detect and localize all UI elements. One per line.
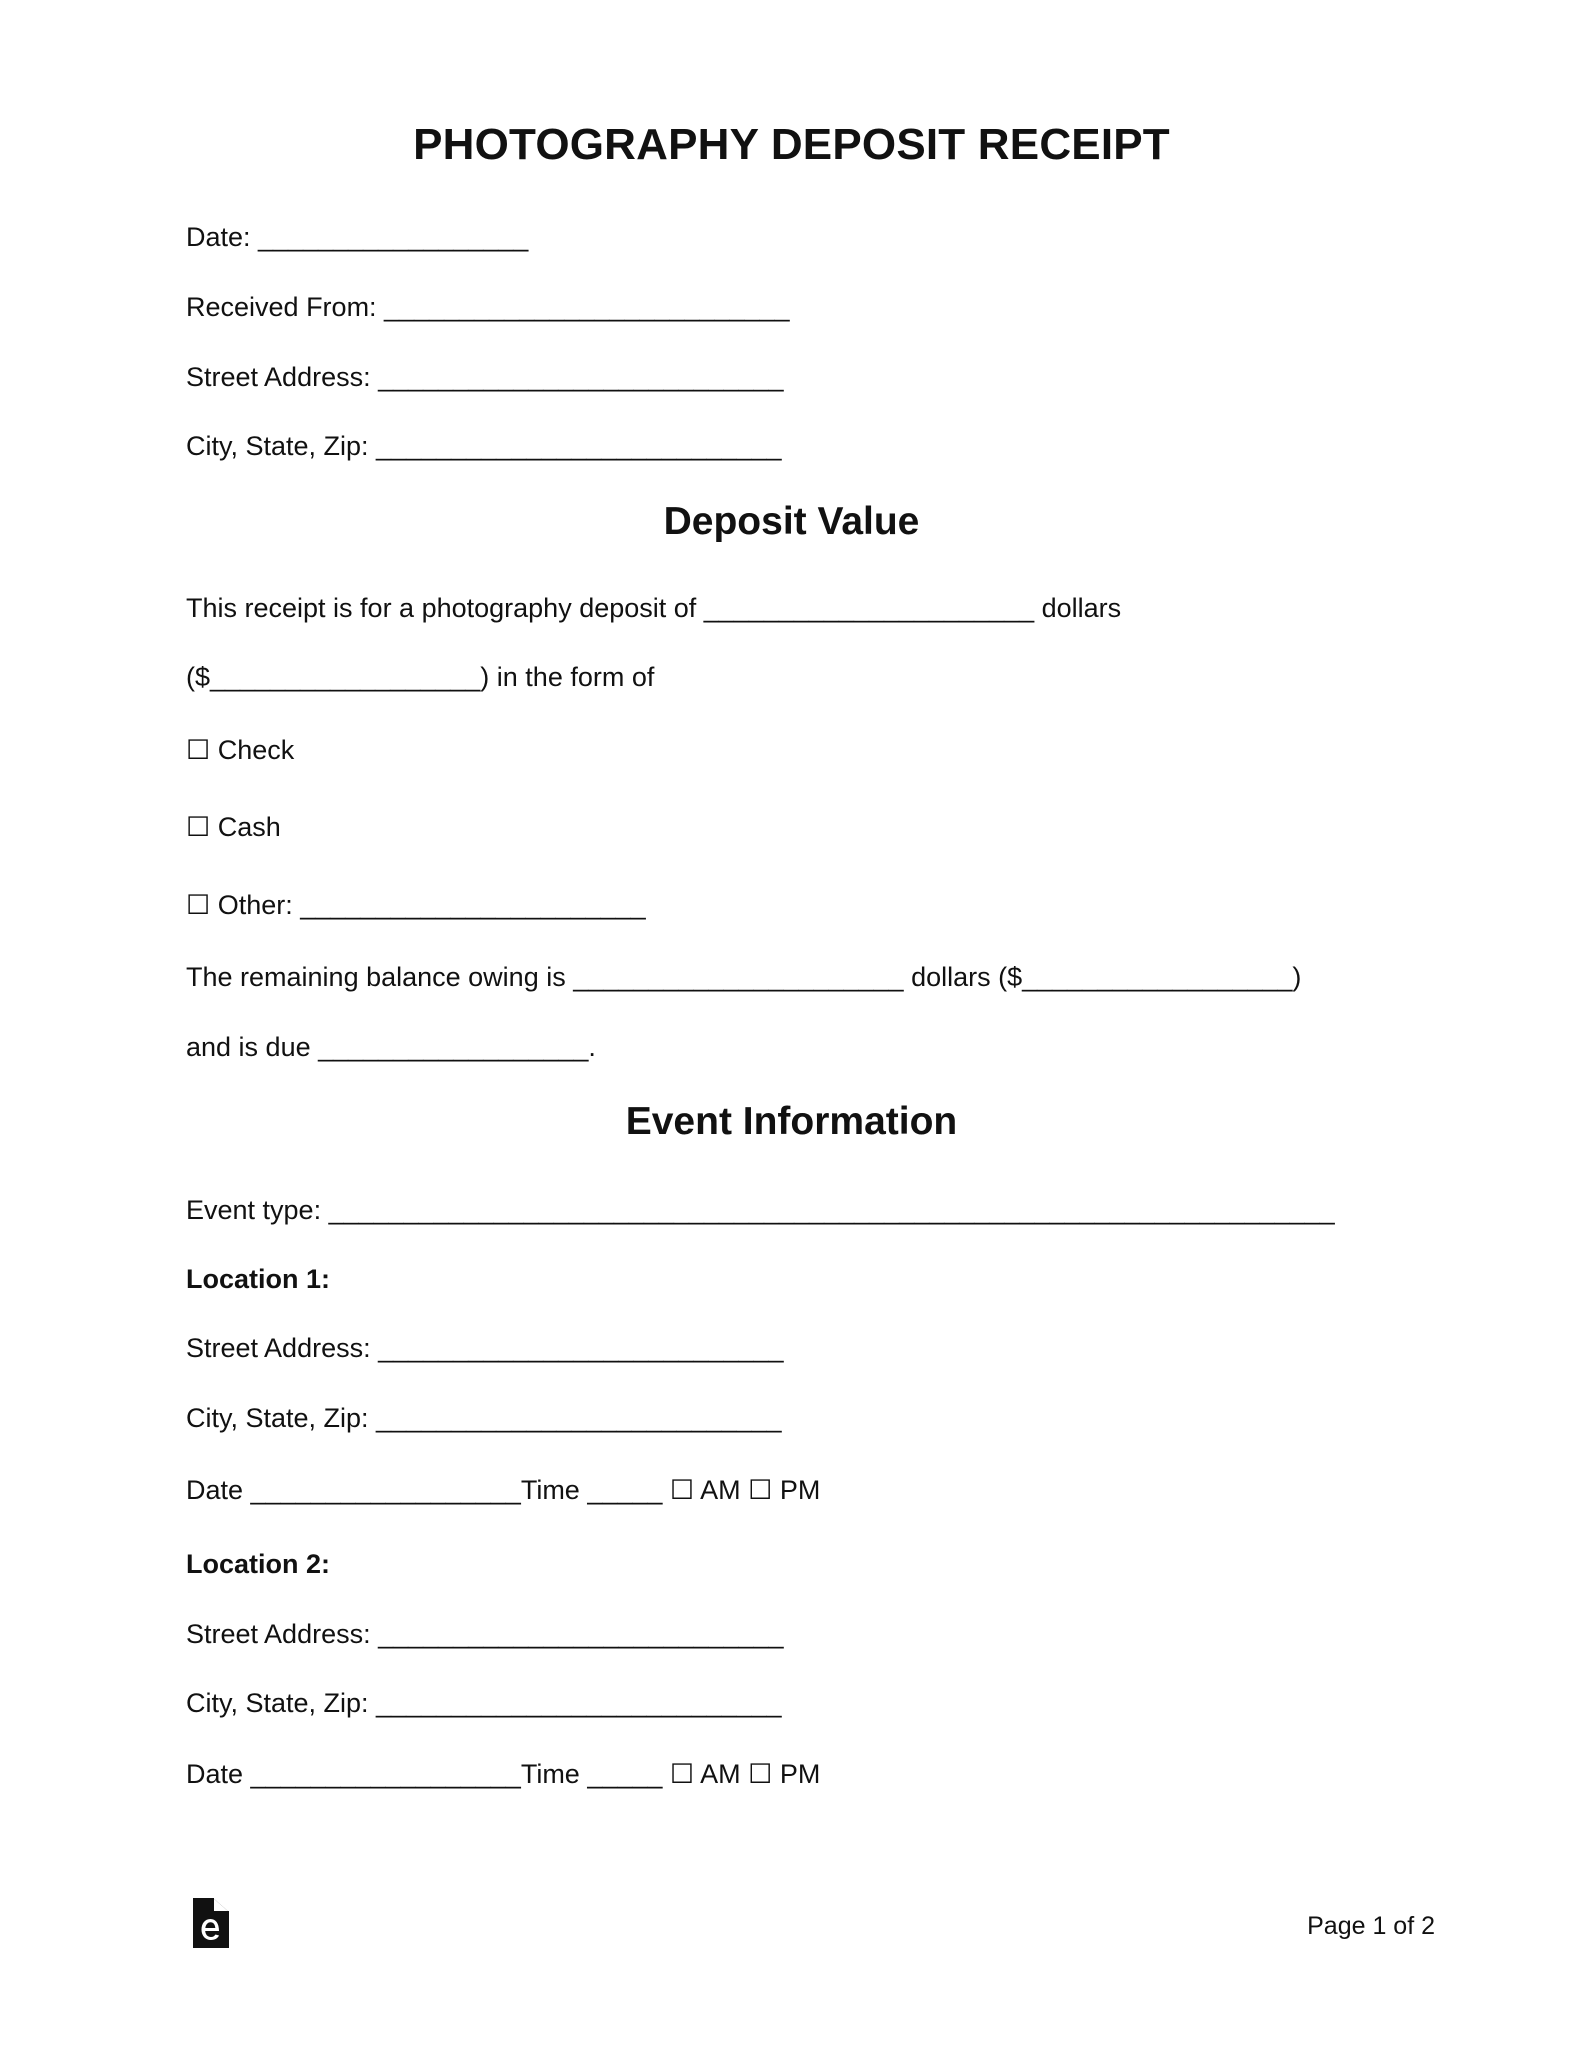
other-option[interactable]: ☐ Other: _______________________	[186, 890, 646, 920]
remaining-balance-line[interactable]: The remaining balance owing is ______________________ dollars ($__________________)	[186, 962, 1302, 992]
location-2-date-time-field[interactable]: Date __________________Time _____ ☐ AM ☐ PM	[186, 1759, 821, 1789]
deposit-amount-line[interactable]: This receipt is for a photography deposit of ______________________ dollars	[186, 593, 1122, 623]
cash-option[interactable]: ☐ Cash	[186, 812, 281, 842]
location-1-street-field[interactable]: Street Address: ___________________________	[186, 1333, 784, 1363]
document-title: PHOTOGRAPHY DEPOSIT RECEIPT	[413, 120, 1170, 169]
event-type-field[interactable]: Event type: ___________________________________________________________________	[186, 1195, 1335, 1225]
location-1-city-field[interactable]: City, State, Zip: ___________________________	[186, 1403, 782, 1433]
deposit-dollar-line[interactable]: ($__________________) in the form of	[186, 662, 655, 692]
date-field[interactable]: Date: __________________	[186, 222, 529, 252]
deposit-value-heading: Deposit Value	[663, 500, 920, 543]
due-date-line[interactable]: and is due __________________.	[186, 1032, 596, 1062]
received-from-field[interactable]: Received From: ___________________________	[186, 292, 790, 322]
document-e-icon	[193, 1898, 229, 1948]
location-1-label: Location 1:	[186, 1264, 331, 1294]
street-address-field[interactable]: Street Address: ___________________________	[186, 362, 784, 392]
location-2-street-field[interactable]: Street Address: ___________________________	[186, 1619, 784, 1649]
event-information-heading: Event Information	[625, 1100, 958, 1143]
location-2-city-field[interactable]: City, State, Zip: ___________________________	[186, 1688, 782, 1718]
city-state-zip-field[interactable]: City, State, Zip: ___________________________	[186, 431, 782, 461]
location-1-date-time-field[interactable]: Date __________________Time _____ ☐ AM ☐ PM	[186, 1475, 821, 1505]
page-number: Page 1 of 2	[1307, 1912, 1435, 1940]
check-option[interactable]: ☐ Check	[186, 735, 295, 765]
location-2-label: Location 2:	[186, 1549, 331, 1579]
